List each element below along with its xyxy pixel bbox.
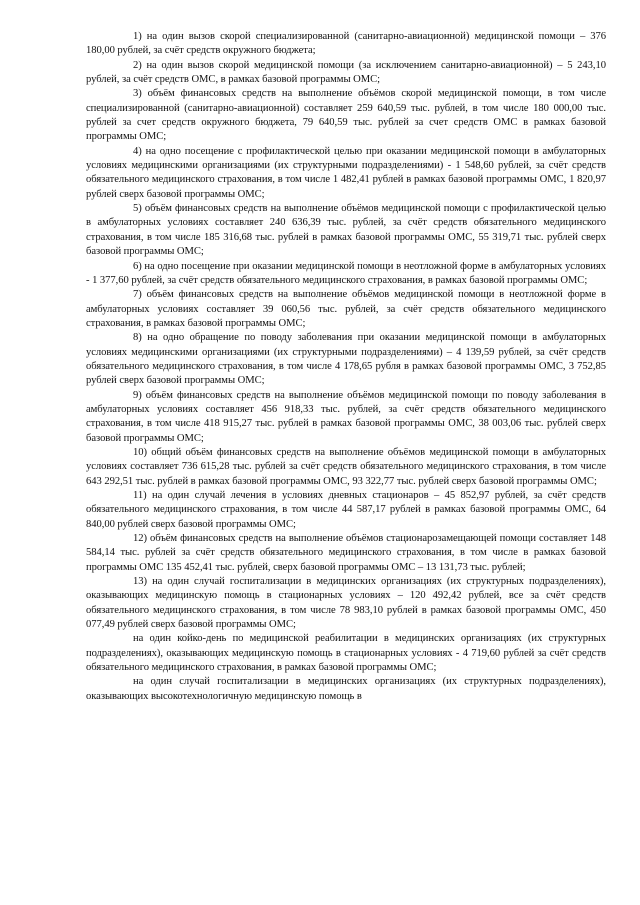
paragraph-high-tech-care: на один случай госпитализации в медицинских организациях (их структурных подразделениях), оказывающих высокотехнологичную медицинскую помощь в: [86, 676, 606, 702]
paragraph-item-12: 12) объём финансовых средств на выполнение объёмов стационарозамещающей помощи составляет 148 584,14 тыс. рублей за счёт средств обязательного медицинского страхования, в том числе в рамках базовой программы ОМС 135 452,41 тыс. рублей, сверх базовой программы ОМС – 13 131,73 тыс. рублей;: [86, 533, 606, 573]
paragraph-item-8: 8) на одно обращение по поводу заболевания при оказании медицинской помощи в амбулаторных условиях медицинскими организациями (их структурными подразделениями) – 4 139,59 рублей, за счёт средств обязательного медицинского страхования, в том числе 4 178,65 рубля в рамках базовой программы ОМС, 3 752,85 рублей сверх базовой программы ОМС;: [86, 332, 606, 387]
paragraph-item-11: 11) на один случай лечения в условиях дневных стационаров – 45 852,97 рублей, за счёт средств обязательного медицинского страхования, в том числе 44 587,17 рублей в рамках базовой программы ОМС, 64 840,00 рублей сверх базовой программы ОМС;: [86, 490, 606, 530]
paragraph-item-9: 9) объём финансовых средств на выполнение объёмов медицинской помощи по поводу заболевания в амбулаторных условиях составляет 456 918,33 тыс. рублей, за счёт средств обязательного медицинского страхования, в том числе 418 915,27 тыс. рублей в рамках базовой программы ОМС, 38 003,06 тыс. рублей сверх базовой программы ОМС;: [86, 389, 606, 444]
paragraph-item-5: 5) объём финансовых средств на выполнение объёмов медицинской помощи с профилактической целью в амбулаторных условиях составляет 240 636,39 тыс. рублей, за счёт средств обязательного медицинского страхования, в том числе 185 316,68 тыс. рублей в рамках базовой программы ОМС, 55 319,71 тыс. рублей сверх базовой программы ОМС;: [86, 203, 606, 258]
paragraph-item-10: 10) общий объём финансовых средств на выполнение объёмов медицинской помощи в амбулаторных условиях составляет 736 615,28 тыс. рублей за счёт средств обязательного медицинского страхования, в том числе 643 292,51 тыс. рублей в рамках базовой программы ОМС, 93 322,77 тыс. рублей сверх базовой программы ОМС;: [86, 446, 606, 487]
document-page: [86, 30, 606, 704]
paragraph-item-4: 4) на одно посещение с профилактической целью при оказании медицинской помощи в амбулаторных условиях медицинскими организациями (их структурными подразделениями) - 1 548,60 рублей, за счёт средств обязательного медицинского страхования, в том числе 1 482,41 рублей в рамках базовой программы ОМС, 1 820,97 рублей сверх базовой программы ОМС;: [86, 145, 606, 200]
paragraph-item-2: 2) на один вызов скорой медицинской помощи (за исключением санитарно-авиационной) – 5 243,10 рублей, за счёт средств ОМС, в рамках базовой программы ОМС;: [86, 59, 606, 86]
paragraph-item-1: 1) на один вызов скорой специализированной (санитарно-авиационной) медицинской помощи – 376 180,00 рублей, за счёт средств окружного бюджета;: [86, 31, 606, 57]
paragraph-item-7: 7) объём финансовых средств на выполнение объёмов медицинской помощи в неотложной форме в амбулаторных условиях составляет 39 060,56 тыс. рублей, за счёт средств обязательного медицинского страхования, в рамках базовой программы ОМС;: [86, 289, 606, 329]
paragraph-rehab-bed-day: на один койко-день по медицинской реабилитации в медицинских организациях (их структурных подразделениях), оказывающих медицинскую помощь в стационарных условиях - 4 719,60 рублей за счёт средств обязательного медицинского страхования, в рамках базовой программы ОМС;: [86, 633, 606, 674]
paragraph-item-3: 3) объём финансовых средств на выполнение объёмов скорой медицинской помощи, в том числе специализированной (санитарно-авиационной) составляет 259 640,59 тыс. рублей, в том числе 180 000,00 тыс. рублей за счет средств окружного бюджета, 79 640,59 тыс. рублей за счет средств ОМС в рамках базовой программы ОМС;: [86, 88, 606, 143]
paragraph-item-13: 13) на один случай госпитализации в медицинских организациях (их структурных подразделениях), оказывающих медицинскую помощь в стационарных условиях – 120 492,42 рублей, все за счёт средств обязательного медицинского страхования, в том числе 78 983,10 рублей в рамках базовой программы ОМС, 450 077,49 рублей сверх базовой программы ОМС;: [86, 576, 606, 631]
paragraph-item-6: 6) на одно посещение при оказании медицинской помощи в неотложной форме в амбулаторных условиях - 1 377,60 рублей, за счёт средств обязательного медицинского страхования, в рамках базовой программы ОМС;: [86, 260, 606, 286]
